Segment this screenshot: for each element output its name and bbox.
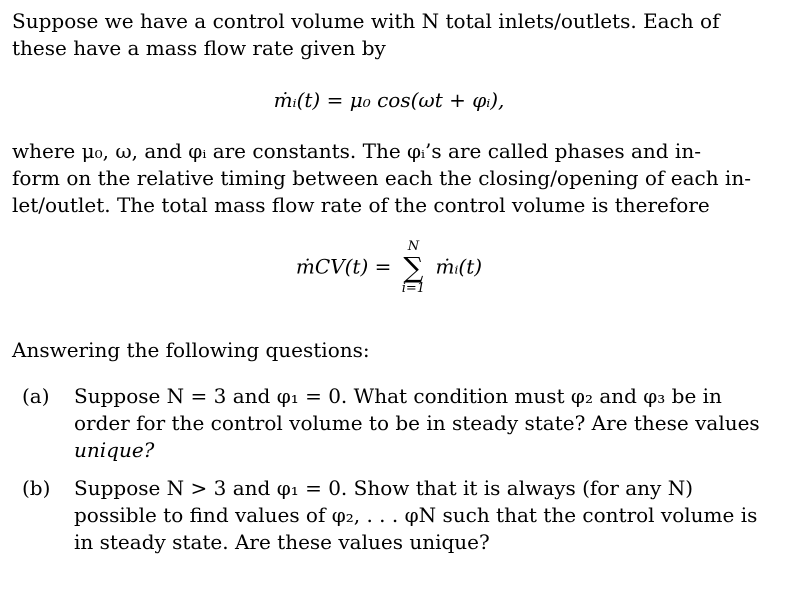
question-b-body [74,475,766,556]
question-a-line-1: Suppose N = 3 and φ₁ = 0. What condition must φ₂ and φ₃ be in [74,384,722,408]
question-b-label: (b) [22,476,51,500]
questions-heading: Answering the following questions: [12,338,370,362]
sum-upper-limit: N [407,239,420,254]
summation [402,240,425,296]
definition-line-2: form on the relative timing between each the closing/opening of each in- [12,166,751,190]
intro-line-2: these have a mass flow rate given by [12,36,386,60]
definition-paragraph [12,138,766,219]
equation-mass-flow: ṁᵢ(t) = μ₀ cos(ωt + φᵢ), [273,88,505,112]
intro-line-1: Suppose we have a control volume with N total inlets/outlets. Each of [12,9,720,33]
equation-lhs: ṁCV(t) = [295,254,392,279]
sum-lower-limit: i=1 [401,281,426,296]
question-a-line-3: unique? [74,438,155,462]
question-a-body [74,383,766,464]
question-a-label: (a) [22,384,50,408]
sum-symbol: ∑ [403,251,424,284]
intro-paragraph [12,8,766,62]
question-a-line-2: order for the control volume to be in steady state? Are these values [74,411,760,435]
definition-line-1: where μ₀, ω, and φᵢ are constants. The φᵢ’s are called phases and in- [12,139,701,163]
question-b-line-3: in steady state. Are these values unique? [74,530,490,554]
question-b-line-1: Suppose N > 3 and φ₁ = 0. Show that it is always (for any N) [74,476,693,500]
equation-total-flow [12,240,766,296]
equation-rhs: ṁᵢ(t) [435,254,483,279]
question-b-line-2: possible to find values of φ₂, . . . φN such that the control volume is [74,503,758,527]
definition-line-3: let/outlet. The total mass flow rate of the control volume is therefore [12,193,710,217]
